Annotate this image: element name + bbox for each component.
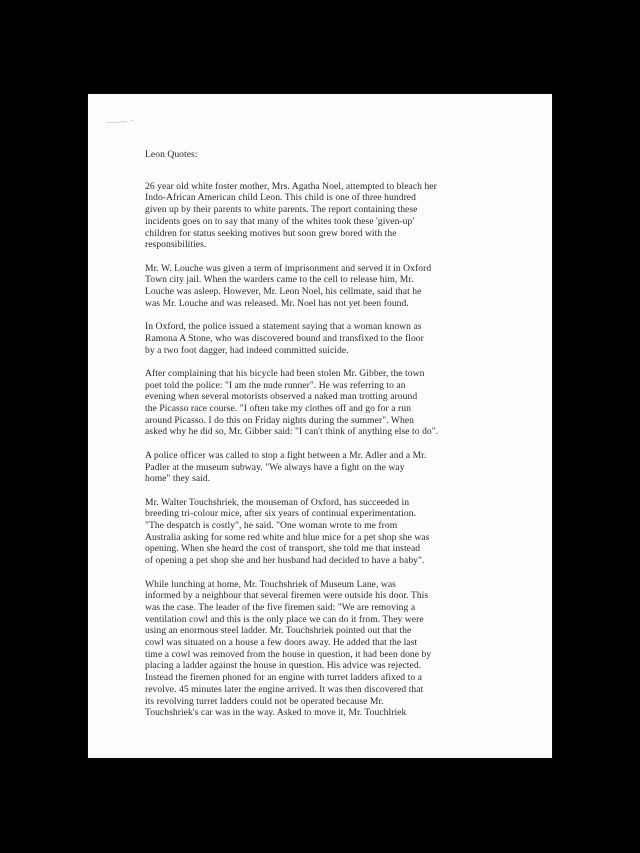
text-line: breeding tri-colour mice, after six years of continual experimentation. <box>145 508 417 520</box>
text-line: was Mr. Louche and was released. Mr. Noel has not yet been found. <box>145 297 409 309</box>
text-line: the Picasso race course. "I often take my clothes off and go for a run <box>145 403 411 415</box>
text-line: its revolving turret ladders could not be operated because Mr. <box>145 695 384 707</box>
text-line: responsibilities. <box>145 239 207 251</box>
text-line: Mr. Walter Touchshriek, the mouseman of Oxford, has succeeded in <box>145 496 410 508</box>
text-line: asked why he did so, Mr. Gibber said: "I can't think of anything else to do". <box>145 426 439 438</box>
text-line: time a cowl was removed from the house in question, it had been done by <box>145 648 432 660</box>
text-line: Australia asking for some red white and blue mice for a pet shop she was <box>145 531 430 543</box>
document-heading: Leon Quotes: <box>145 149 198 160</box>
text-line: around Picasso. I do this on Friday nights during the summer". When <box>145 414 415 426</box>
paragraph <box>145 450 495 485</box>
text-line: After complaining that his bicycle had been stolen Mr. Gibber, the town <box>145 367 425 379</box>
text-line: Ramona A Stone, who was discovered bound and transfixed to the floor <box>145 332 424 344</box>
text-line: cowl was situated on a house a few doors away. He added that the last <box>145 637 418 649</box>
text-line: "The despatch is costly", he said. "One woman wrote to me from <box>145 520 398 532</box>
text-line: Indo-African American child Leon. This child is one of three hundred <box>145 192 416 204</box>
text-line: given up by their parents to white parents. The report containing these <box>145 204 418 216</box>
text-line: ventilation cowl and this is the only place we can do it from. They were <box>145 613 424 625</box>
text-line: Padler at the museum subway. "We always have a fight on the way <box>145 461 405 473</box>
paper-sheet <box>88 94 552 758</box>
document-body <box>145 149 495 719</box>
text-line: Mr. W. Louche was given a term of imprisonment and served it in Oxford <box>145 262 432 274</box>
text-line: using an enormous steel ladder. Mr. Touchshriek pointed out that the <box>145 625 412 637</box>
text-line: Town city jail. When the warders came to the cell to release him, Mr. <box>145 274 414 286</box>
paragraph <box>145 497 495 567</box>
text-line: revolve. 45 minutes later the engine arrived. It was then discovered that <box>145 683 424 695</box>
text-line: Touchshriek's car was in the way. Asked to move it, Mr. Touchlriek <box>145 707 407 719</box>
paragraph <box>145 579 495 719</box>
text-line: of opening a pet shop she and her husband had decided to have a baby". <box>145 555 425 567</box>
text-line: In Oxford, the police issued a statement saying that a woman known as <box>145 321 422 333</box>
paragraph <box>145 263 495 310</box>
text-line: A police officer was called to stop a fight between a Mr. Adler and a Mr. <box>145 449 427 461</box>
paragraph-list <box>145 181 495 719</box>
text-line: children for status seeking motives but soon grew bored with the <box>145 227 397 239</box>
text-line: evening when several motorists observed a naked man trotting around <box>145 391 418 403</box>
text-line: poet told the police: "I am the nude runner". He was referring to an <box>145 379 406 391</box>
text-line: Louche was asleep. However, Mr. Leon Noel, his cellmate, said that he <box>145 286 422 298</box>
text-line: While lunching at home, Mr. Touchshriek of Museum Lane, was <box>145 578 396 590</box>
text-line: placing a ladder against the house in question. His advice was rejected. <box>145 660 422 672</box>
text-line: opening. When she heard the cost of transport, she told me that instead <box>145 543 421 555</box>
text-line: Instead the firemen phoned for an engine with turret ladders afixed to a <box>145 672 422 684</box>
pencil-mark <box>105 119 135 125</box>
text-line: was the case. The leader of the five firemen said: "We are removing a <box>145 601 416 613</box>
paragraph <box>145 368 495 438</box>
text-line: incidents goes on to say that many of the whites took these 'given-up' <box>145 215 415 227</box>
text-line: 26 year old white foster mother, Mrs. Agatha Noel, attempted to bleach her <box>145 180 437 192</box>
text-line: by a two foot dagger, had indeed committed suicide. <box>145 344 349 356</box>
paragraph <box>145 181 495 251</box>
text-line: informed by a neighbour that several firemen were outside his door. This <box>145 590 429 602</box>
text-line: home" they said. <box>145 473 211 485</box>
paragraph <box>145 321 495 356</box>
